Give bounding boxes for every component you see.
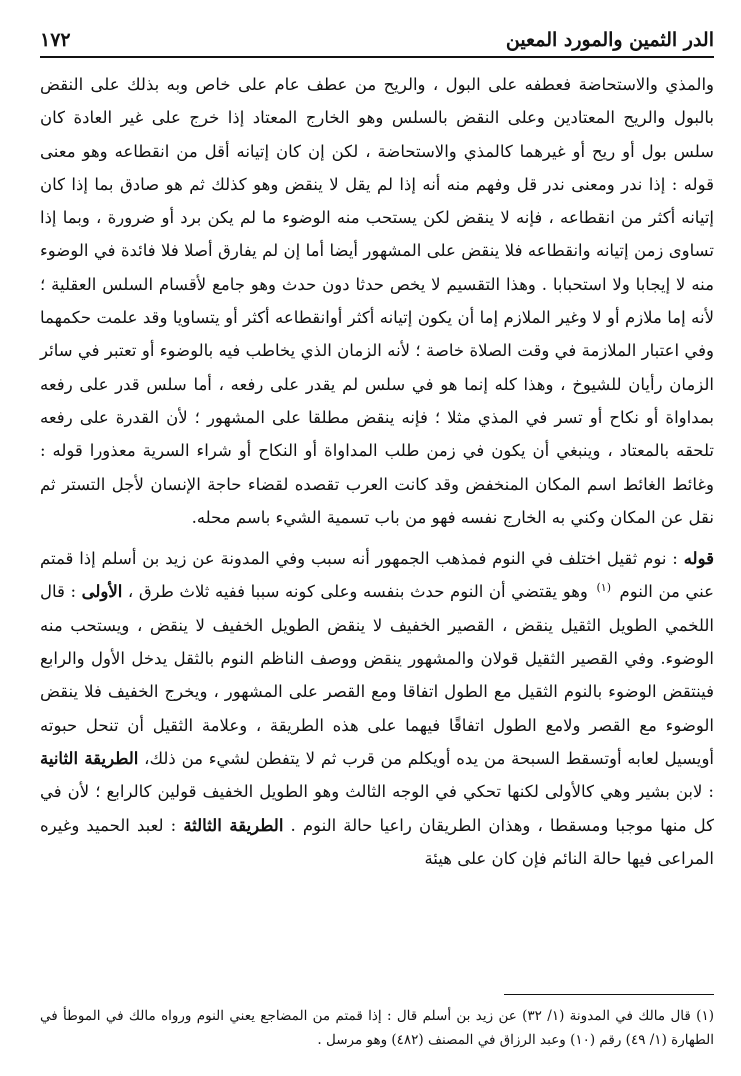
paragraph-1-text: والمذي والاستحاضة فعطفه على البول ، والريح من عطف عام على خاص وبه بذلك على النقض بالبول والريح المعتادين وعلى النقض بالسلس وهو الخارج المعتاد إذا خرج على غير العادة كان سلس بول أو ريح أو غيرهما كالمذي والاستحاضة ، لكن إن كان إتيانه أقل من انقطاعه وهو معنى قوله : إذا ندر ومعنى ندر قل وفهم منه أنه إذا لم يقل لا ينقض وهو كذلك ثم هو صادق بما إذا كان إتيانه أكثر من انقطاعه ، فإنه لا ينقض لكن يستحب منه الوضوء ما لم يكن برد أو ضرورة ، وبما إذا تساوى زمن إتيانه وانقطاعه فلا ينقض على المشهور أيضا أما إن لم يفارق أصلا فلا فائدة في الوضوء منه لا إيجابا ولا استحبابا . وهذا التقسيم لا يخص حدثا دون حدث وهو جامع لأقسام السلس العقلية ؛ لأنه إما ملازم أو لا وغير الملازم إما أن يكون إتيانه أكثر أوانقطاعه أكثر أو يتساويا وقد علمت حكمهما وفي اعتبار الملازمة في وقت الصلاة خاصة ؛ لأنه الزمان الذي يخاطب فيه بالوضوء أو تعتبر في سائر الزمان رأيان للشيوخ ، وهذا كله إنما هو في سلس لم يقدر على رفعه ، أما سلس قدر على رفعه بمداواة أو نكاح أو تسر في المذي مثلا ؛ فإنه ينقض مطلقا على المشهور ؛ لأن القدرة على رفعه تلحقه بالمعتاد ، وينبغي أن يكون في زمن طلب المداواة أو النكاح أو شراء السرية معذورا قوله : وغائط الغائط اسم المكان المنخفض وقد كانت العرب تقصده لقضاء حاجة الإنسان لأجل التستر ثم نقل عن المكان وكني به الخارج نفسه فهو من باب تسمية الشيء باسم محله. (40, 75, 714, 527)
footnote-separator (504, 994, 714, 995)
text-segment: : لعبد الحميد وغيره المراعى فيها حالة النائم فإن كان على هيئة (40, 815, 714, 868)
text-segment: وهو يقتضي أن النوم حدث بنفسه وعلى كونه سببا ففيه ثلاث طرق ، (122, 582, 594, 602)
paragraph-1 (40, 68, 714, 534)
footnote (40, 1004, 714, 1052)
page-header (40, 22, 714, 52)
third-method-label: الطريقة الثالثة (183, 815, 284, 835)
paragraph-2 (40, 542, 714, 875)
first-method-label: الأولى (81, 582, 123, 602)
book-page (40, 22, 714, 1062)
footnote-1: (١) قال مالك في المدونة (١/ ٣٢) عن زيد بن أسلم قال : إذا قمتم من المضاجع يعني النوم ورواه مالك في الموطأ في الطهارة (١/ ٤٩) رقم (١٠) وعبد الرزاق في المصنف (٤٨٢) وهو مرسل . (40, 1008, 714, 1048)
header-rule (40, 56, 714, 58)
footnote-reference: (١) (596, 580, 611, 594)
text-segment: : لابن بشير وهي كالأولى لكنها تحكي في الوجه الثالث وهو الطويل الخفيف قولين كالرابع ؛ لأن في كل منها موجبا ومسقطا ، وهذان الطريقان راعيا حالة النوم . (40, 782, 714, 835)
page-number: ١٧٢ (40, 29, 71, 51)
main-text (40, 68, 714, 875)
second-method-label: الطريقة الثانية (40, 748, 139, 768)
running-title: الدر الثمين والمورد المعين (505, 29, 714, 51)
text-segment: : قال اللخمي الطويل الثقيل ينقض ، القصير الخفيف لا ينقض الطويل الخفيف لا ينقض ، ويستحب منه الوضوء. وفي القصير الثقيل قولان والمشهور ينقض ووصف الناظم النوم بالثقل يدخل الأول والرابع فينتقض الوضوء بالنوم الثقيل مع الطول اتفاقا ومع القصر على المشهور ، ويخرج الخفيف فلا ينقض الوضوء مع القصر ولامع الطول اتفاقًا فيهما على هذه الطريقة ، وعلامة الثقيل أن تنحل حبوته أويسيل لعابه أوتسقط السبحة من يده أويكلم من قرب ثم لا يتفطن لشيء من ذلك، (40, 582, 714, 768)
qawluhu-label: قوله (683, 549, 714, 569)
text-segment: : نوم ثقيل اختلف في النوم فمذهب الجمهور أنه سبب وفي المدونة عن زيد بن أسلم إذا قمتم عني من النوم (40, 549, 714, 602)
